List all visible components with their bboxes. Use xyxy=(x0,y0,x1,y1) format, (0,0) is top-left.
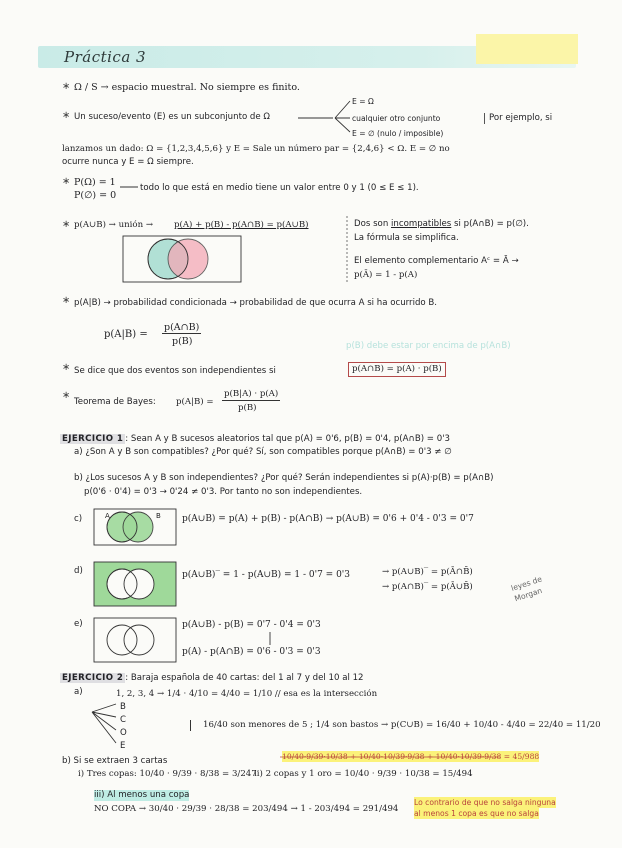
suit-2: C xyxy=(120,715,127,725)
venn-d xyxy=(94,562,176,606)
morgan-2: → p(A∩B)‾ = p(Ā∪B̄) xyxy=(382,582,473,592)
bullet-dot: ∗ xyxy=(62,81,71,92)
independence-formula: p(A∩B) = p(A) · p(B) xyxy=(348,362,446,377)
conditional-lhs: p(A|B) = xyxy=(104,329,148,340)
exercise-1-a: a) ¿Son A y B son compatibles? ¿Por qué? Sí, son compatibles porque p(A∩B) = 0'3 ≠ ∅ xyxy=(74,447,452,457)
prob-range: todo lo que está en medio tiene un valor entre 0 y 1 (0 ≤ E ≤ 1). xyxy=(140,183,419,193)
conditional-numerator: p(A∩B) xyxy=(164,322,200,333)
page-title: Práctica 3 xyxy=(64,48,147,66)
venn-c xyxy=(94,509,176,545)
exercise-2-b-iii-calc: NO COPA → 30/40 · 29/39 · 28/38 = 203/494 → 1 - 203/494 = 291/494 xyxy=(94,804,399,814)
dice-example: lanzamos un dado: Ω = {1,2,3,4,5,6} y E = Sale un número par = {2,4,6} < Ω. E = ∅ no xyxy=(62,144,450,154)
exercise-1-heading: EJERCICIO 1 : Sean A y B sucesos aleatorios tal que p(A) = 0'6, p(B) = 0'4, p(A∩B) = 0'3 xyxy=(62,434,451,444)
branch-2: cualquier otro conjunto xyxy=(352,114,441,123)
exercise-1-d: p(A∪B)‾ = 1 - p(A∪B) = 1 - 0'7 = 0'3 xyxy=(182,570,350,580)
exercise-2-b-iii: iii) Al menos una copa xyxy=(94,790,190,800)
sample-space-line: Ω / S → espacio muestral. No siempre es finito. xyxy=(74,82,300,93)
suit-4: E xyxy=(120,741,126,751)
exercise-2-b-ii-alt: 10/40·9/39·10/38 + 10/40·10/39·9/38 + 10/40·10/39·9/38 = 45/988 xyxy=(282,752,540,761)
exercise-1-e-label: e) xyxy=(74,619,83,629)
prob-empty: P(∅) = 0 xyxy=(74,190,117,201)
suit-3: O xyxy=(120,728,127,738)
exercise-1-b-calc: p(0'6 · 0'4) = 0'3 → 0'24 ≠ 0'3. Por tanto no son independientes. xyxy=(84,487,363,497)
morgan-note: leyes de Morgan xyxy=(509,574,544,604)
formula-simplifies: La fórmula se simplifica. xyxy=(354,233,459,243)
bayes-label: Teorema de Bayes: xyxy=(74,397,156,407)
venn-e xyxy=(94,618,176,662)
exercise-2-a: 1, 2, 3, 4 → 1/4 · 4/10 = 4/40 = 1/10 // esa es la intersección xyxy=(116,689,378,699)
suit-1: B xyxy=(120,702,126,712)
exercise-2-heading: EJERCICIO 2 : Baraja española de 40 cartas: del 1 al 7 y del 10 al 12 xyxy=(62,673,364,683)
conditional-faint-note: p(B) debe estar por encima de p(A∩B) xyxy=(346,341,511,351)
exercise-1-b: b) ¿Los sucesos A y B son independientes? ¿Por qué? Serán independientes si p(A)·p(B) = p(A∩B) xyxy=(74,473,494,483)
bullet-dot: ∗ xyxy=(62,219,71,230)
incompatible-note: Dos son incompatibles si p(A∩B) = p(∅). xyxy=(354,219,529,229)
venn-union xyxy=(123,236,241,282)
morgan-1: → p(A∪B)‾ = p(Ā∩B̄) xyxy=(382,567,473,577)
bullet-dot: ∗ xyxy=(62,176,71,187)
svg-text:A: A xyxy=(105,512,110,520)
bullet-dot: ∗ xyxy=(62,110,71,121)
exercise-1-d-label: d) xyxy=(74,566,83,576)
union-formula: p(A) + p(B) - p(A∩B) = p(A∪B) xyxy=(174,220,309,230)
exercise-2-b-i: i) Tres copas: 10/40 · 9/39 · 8/38 = 3/247 xyxy=(78,769,257,779)
complement-note-1: Lo contrario de que no salga ninguna xyxy=(414,798,556,807)
independence-def: Se dice que dos eventos son independientes si xyxy=(74,366,276,376)
complement-note: El elemento complementario Aᶜ = Ā → xyxy=(354,256,519,266)
event-definition: Un suceso/evento (E) es un subconjunto de Ω xyxy=(74,112,270,122)
bullet-dot: ∗ xyxy=(62,362,71,373)
exercise-1-c-label: c) xyxy=(74,514,83,524)
exercise-2-b-label: b) Si se extraen 3 cartas xyxy=(62,756,168,766)
branch-3: E = ∅ (nulo / imposible) xyxy=(352,129,444,138)
exercise-1-e-2: p(A) - p(A∩B) = 0'6 - 0'3 = 0'3 xyxy=(182,647,321,657)
dice-example-end: ocurre nunca y E = Ω siempre. xyxy=(62,157,194,167)
conditional-def: p(A|B) → probabilidad condicionada → probabilidad de que ocurra A si ha ocurrido B. xyxy=(74,298,438,308)
conditional-denominator: p(B) xyxy=(172,336,193,347)
union-label: p(A∪B) → unión → xyxy=(74,220,154,230)
complement-note-2: al menos 1 copa es que no salga xyxy=(414,809,539,818)
complement-formula: p(Ā) = 1 - p(A) xyxy=(354,270,418,280)
exercise-2-a-calc: 16/40 son menores de 5 ; 1/4 son bastos → p(C∪B) = 16/40 + 10/40 - 4/40 = 22/40 = 11/20 xyxy=(190,720,601,731)
prob-omega: P(Ω) = 1 xyxy=(74,177,116,188)
bullet-dot: ∗ xyxy=(62,390,71,401)
bayes-lhs: p(A|B) = xyxy=(176,397,214,407)
exercise-1-c: p(A∪B) = p(A) + p(B) - p(A∩B) → p(A∪B) = 0'6 + 0'4 - 0'3 = 0'7 xyxy=(182,514,474,524)
exercise-1-e: p(A∪B) - p(B) = 0'7 - 0'4 = 0'3 xyxy=(182,620,321,630)
exercise-2-b-ii: ii) 2 copas y 1 oro = 10/40 · 9/39 · 10/38 = 15/494 xyxy=(254,769,473,779)
bayes-denominator: p(B) xyxy=(238,403,257,413)
exercise-2-a-label: a) xyxy=(74,687,83,697)
bullet-dot: ∗ xyxy=(62,295,71,306)
branch-1: E = Ω xyxy=(352,97,374,106)
bayes-numerator: p(B|A) · p(A) xyxy=(224,389,279,399)
example-intro: Por ejemplo, si xyxy=(484,113,552,124)
svg-text:B: B xyxy=(156,512,161,520)
